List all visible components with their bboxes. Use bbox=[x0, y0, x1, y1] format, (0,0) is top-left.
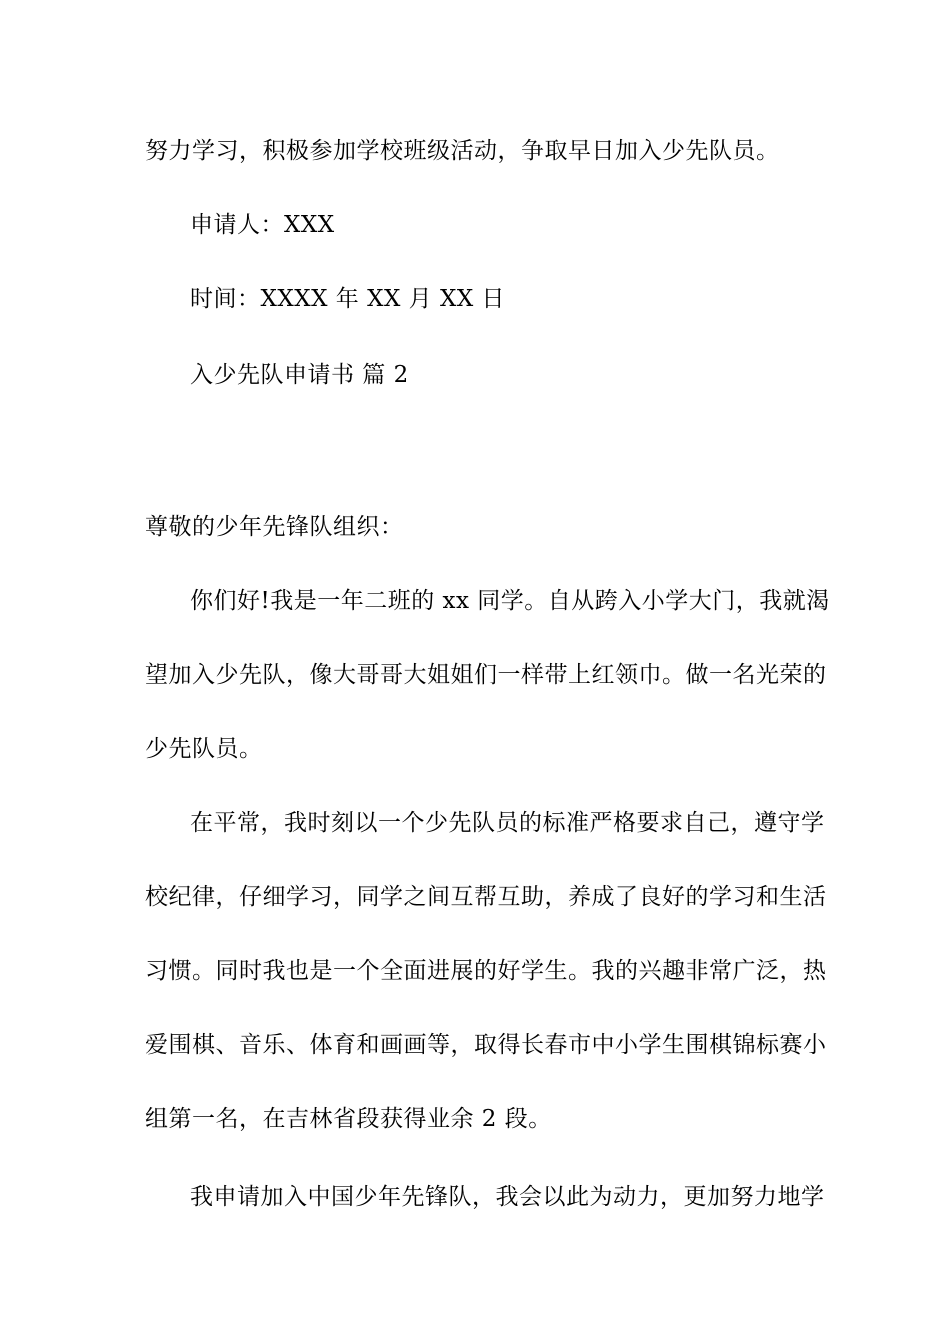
paragraph-line: 少先队员。 bbox=[145, 736, 263, 762]
application-date: 时间：XXXX 年 XX 月 XX 日 bbox=[190, 286, 506, 312]
section-heading: 入少先队申请书 篇 2 bbox=[190, 362, 409, 388]
paragraph-line: 你们好!我是一年二班的 xx 同学。自从跨入小学大门，我就渴 bbox=[190, 588, 830, 614]
paragraph-line: 望加入少先队，像大哥哥大姐姐们一样带上红领巾。做一名光荣的 bbox=[145, 662, 827, 688]
paragraph-line: 我申请加入中国少年先锋队，我会以此为动力，更加努力地学 bbox=[190, 1184, 825, 1210]
paragraph-line: 在平常，我时刻以一个少先队员的标准严格要求自己，遵守学 bbox=[190, 810, 825, 836]
salutation: 尊敬的少年先锋队组织： bbox=[145, 514, 404, 540]
applicant-signature: 申请人：XXX bbox=[190, 212, 335, 238]
paragraph-line: 习惯。同时我也是一个全面进展的好学生。我的兴趣非常广泛，热 bbox=[145, 958, 827, 984]
paragraph-line-continuation: 努力学习，积极参加学校班级活动，争取早日加入少先队员。 bbox=[145, 138, 780, 164]
paragraph-line: 校纪律，仔细学习，同学之间互帮互助，养成了良好的学习和生活 bbox=[145, 884, 827, 910]
paragraph-line: 爱围棋、音乐、体育和画画等，取得长春市中小学生围棋锦标赛小 bbox=[145, 1032, 827, 1058]
paragraph-line: 组第一名，在吉林省段获得业余 2 段。 bbox=[145, 1106, 552, 1132]
